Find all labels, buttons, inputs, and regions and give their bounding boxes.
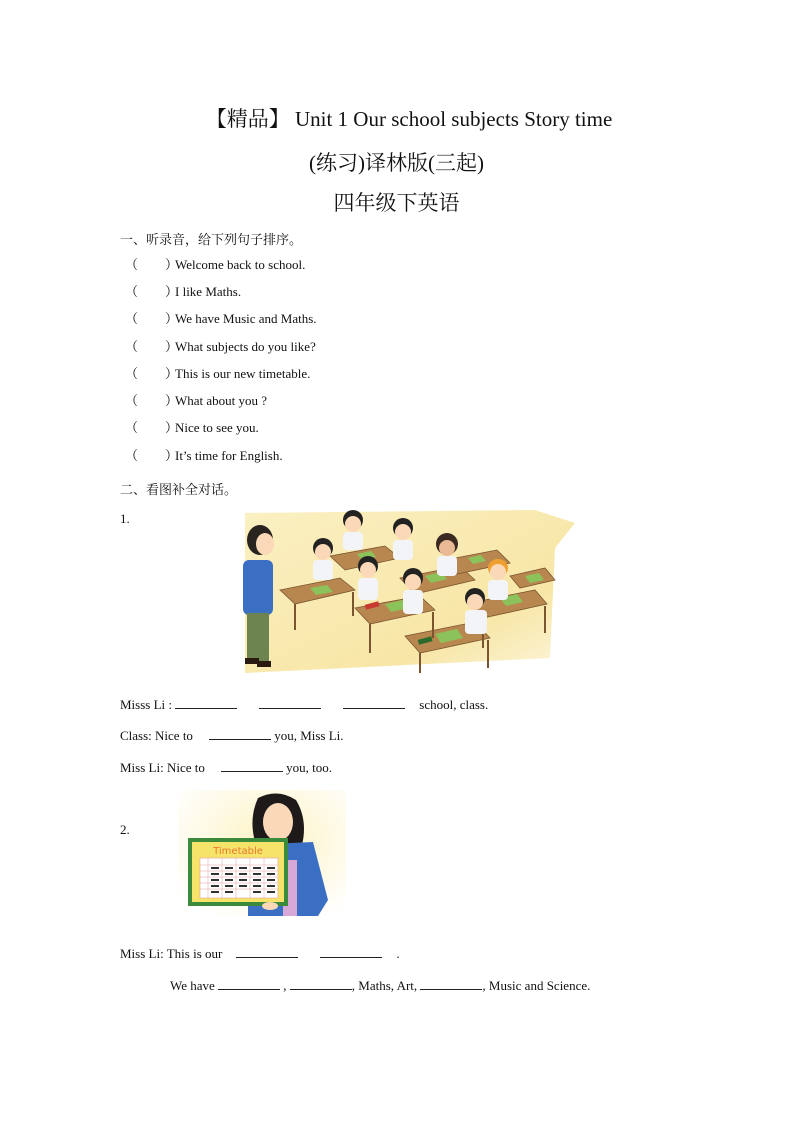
- ordering-item: [125, 281, 241, 300]
- answer-blank[interactable]: [221, 760, 283, 772]
- q2-line-1: [120, 946, 400, 962]
- q2-line-1-suffix: .: [396, 946, 400, 961]
- ordering-item: [125, 336, 316, 355]
- grade-title: 四年级下英语: [333, 191, 460, 215]
- answer-paren-open: （: [125, 284, 139, 299]
- ordering-item: [125, 417, 259, 436]
- answer-paren-close: ）: [165, 339, 179, 354]
- sentence-text: Nice to see you.: [175, 420, 259, 435]
- answer-blank[interactable]: [290, 978, 352, 990]
- answer-paren-open: （: [125, 366, 139, 381]
- answer-paren-open: （: [125, 311, 139, 326]
- answer-blank[interactable]: [209, 728, 271, 740]
- timetable-illustration: [178, 790, 346, 916]
- page-subtitle: (练习)译林版(三起): [309, 151, 484, 175]
- section-1-heading: 一、听录音，给下列句子排序。: [120, 232, 303, 247]
- q2-line-2-sep: ,: [280, 978, 290, 993]
- q1-line-1-prefix: Misss Li :: [120, 697, 176, 712]
- q1-line-2-suffix: you, Miss Li.: [274, 728, 344, 743]
- q2-line-2: [170, 978, 590, 994]
- sentence-text: Welcome back to school.: [175, 257, 306, 272]
- q1-line-3-suffix: you, too.: [286, 760, 332, 775]
- ordering-item: [125, 254, 305, 273]
- q2-line-2-suffix: , Music and Science.: [482, 978, 591, 993]
- q1-line-1: [120, 697, 488, 713]
- timetable-label: Timetable: [213, 846, 263, 857]
- answer-paren-open: （: [125, 257, 139, 272]
- q1-line-2-prefix: Class: Nice to: [120, 728, 193, 743]
- answer-paren-close: ）: [165, 366, 179, 381]
- sentence-text: We have Music and Maths.: [175, 311, 317, 326]
- ordering-item: [125, 390, 267, 409]
- answer-blank[interactable]: [259, 697, 321, 709]
- q2-line-1-prefix: Miss Li: This is our: [120, 946, 223, 961]
- answer-blank[interactable]: [175, 697, 237, 709]
- answer-paren-open: （: [125, 339, 139, 354]
- q1-line-3-prefix: Miss Li: Nice to: [120, 760, 205, 775]
- q1-line-3: [120, 760, 332, 776]
- classroom-illustration: [235, 508, 580, 673]
- q2-line-2-prefix: We have: [170, 978, 215, 993]
- sentence-text: I like Maths.: [175, 284, 242, 299]
- answer-paren-close: ）: [165, 257, 179, 272]
- answer-blank[interactable]: [218, 978, 280, 990]
- answer-blank[interactable]: [343, 697, 405, 709]
- question-2-number: 2.: [120, 822, 130, 837]
- sentence-text: What subjects do you like?: [175, 339, 316, 354]
- answer-blank[interactable]: [320, 946, 382, 958]
- answer-paren-close: ）: [165, 393, 179, 408]
- answer-paren-close: ）: [165, 448, 179, 463]
- answer-paren-close: ）: [165, 420, 179, 435]
- answer-blank[interactable]: [236, 946, 298, 958]
- ordering-item: [125, 445, 283, 464]
- q1-line-1-suffix: school, class.: [419, 697, 489, 712]
- page-title: 【精品】 Unit 1 Our school subjects Story time: [205, 107, 613, 131]
- answer-paren-open: （: [125, 420, 139, 435]
- answer-blank[interactable]: [420, 978, 482, 990]
- ordering-item: [125, 363, 310, 382]
- answer-paren-open: （: [125, 393, 139, 408]
- answer-paren-open: （: [125, 448, 139, 463]
- sentence-text: It’s time for English.: [175, 448, 283, 463]
- q2-line-2-mid: , Maths, Art,: [351, 978, 421, 993]
- classroom-image-icon: [235, 508, 580, 673]
- question-1-number: 1.: [120, 511, 130, 526]
- timetable-image-icon: [178, 790, 346, 916]
- q1-line-2: [120, 728, 344, 744]
- answer-paren-close: ）: [165, 311, 179, 326]
- sentence-text: What about you ?: [175, 393, 268, 408]
- sentence-text: This is our new timetable.: [175, 366, 311, 381]
- section-2-heading: 二、看图补全对话。: [120, 482, 238, 497]
- answer-paren-close: ）: [165, 284, 179, 299]
- ordering-item: [125, 308, 317, 327]
